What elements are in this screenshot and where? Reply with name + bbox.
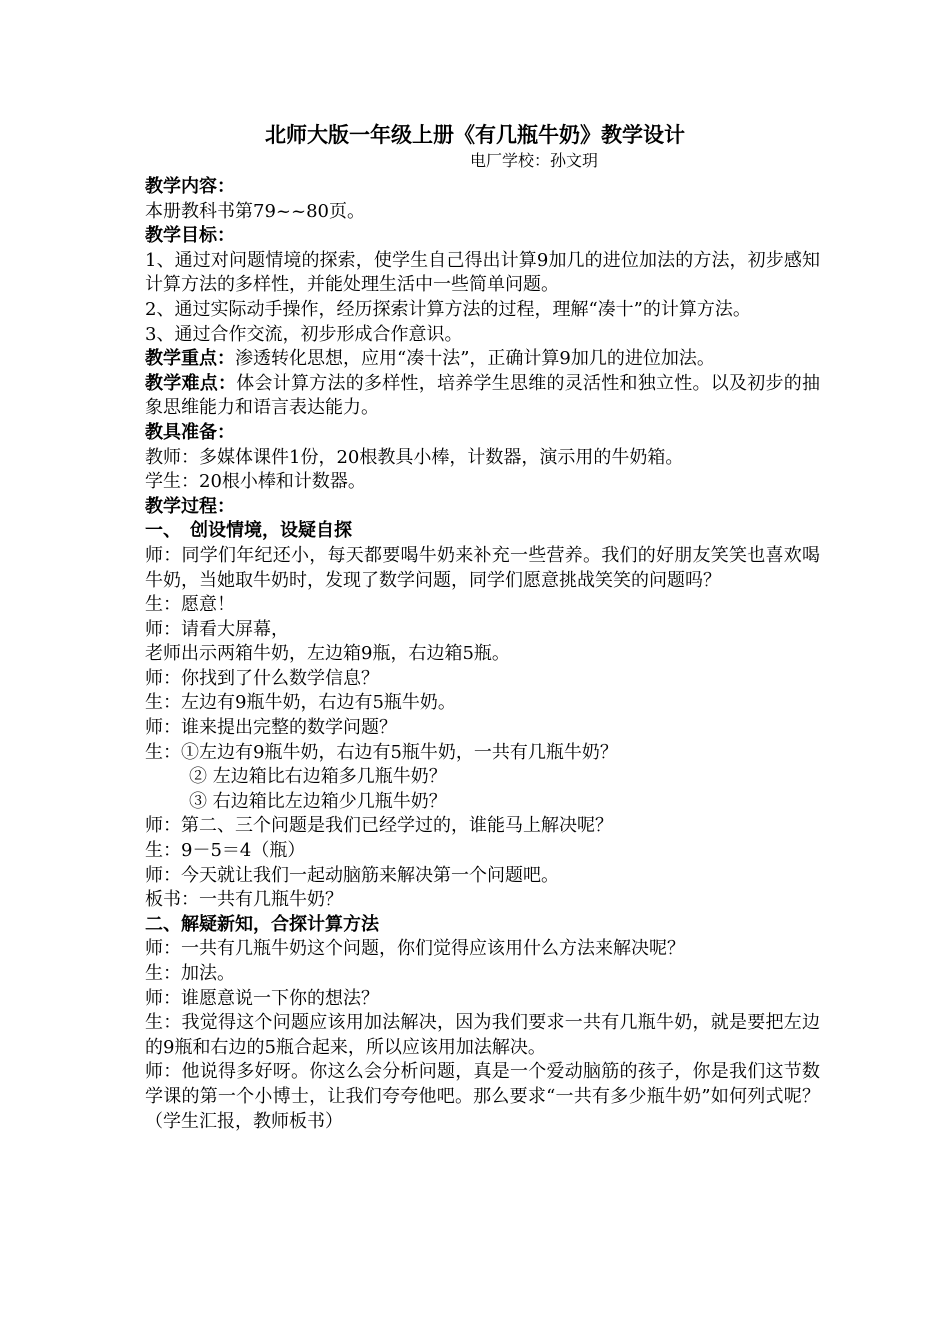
difficulty-paragraph	[145, 372, 820, 421]
difficulty-label: 教学难点：	[145, 372, 237, 394]
dialogue-line: 板书：一共有几瓶牛奶？	[145, 889, 343, 911]
dialogue-line: 师：第二、三个问题是我们已经学过的，谁能马上解决呢？	[145, 815, 613, 837]
question-2: ② 左边箱比右边箱多几瓶牛奶？	[189, 766, 447, 788]
dialogue-line: 师：他说得多好呀。你这么会分析问题，真是一个爱动脑筋的孩子，你是我们这节数学课的第一个小博士，让我们夸夸他吧。那么要求“一共有多少瓶牛奶”如何列式呢？（学生汇报，教师板书）	[145, 1061, 820, 1132]
dialogue-line: 生：①左边有9瓶牛奶，右边有5瓶牛奶，一共有几瓶牛奶？	[145, 741, 618, 763]
tools-student: 学生：20根小棒和计数器。	[145, 471, 366, 493]
dialogue-line: 师：今天就让我们一起动脑筋来解决第一个问题吧。	[145, 864, 559, 886]
process-heading: 教学过程：	[145, 495, 235, 517]
key-point-paragraph	[145, 347, 820, 372]
dialogue-line: 师：谁愿意说一下你的想法？	[145, 987, 379, 1009]
dialogue-line: 生：愿意！	[145, 594, 235, 616]
dialogue-line: 生：左边有9瓶牛奶，右边有5瓶牛奶。	[145, 692, 456, 714]
content-text: 本册教科书第79~~80页。	[145, 200, 365, 222]
dialogue-line: 生：加法。	[145, 963, 235, 984]
dialogue-line: 师：同学们年纪还小，每天都要喝牛奶来补充一些营养。我们的好朋友笑笑也喜欢喝牛奶，当她取牛奶时，发现了数学问题，同学们愿意挑战笑笑的问题吗？	[145, 544, 820, 591]
author-line: 电厂学校：孙文玥	[470, 151, 599, 170]
goal-3: 3、通过合作交流，初步形成合作意识。	[145, 323, 463, 345]
section-1-heading: 一、 创设情境，设疑自探	[145, 520, 352, 542]
dialogue-line: 生：9－5＝4（瓶）	[145, 840, 306, 862]
dialogue-line: 师：谁来提出完整的数学问题？	[145, 717, 397, 739]
document-body	[145, 175, 820, 1134]
tools-teacher: 教师：多媒体课件1份，20根教具小棒，计数器，演示用的牛奶箱。	[145, 446, 684, 468]
goal-1: 1、通过对问题情境的探索，使学生自己得出计算9加几的进位加法的方法，初步感知计算方法的多样性，并能处理生活中一些简单问题。	[145, 249, 820, 296]
dialogue-line: 师：你找到了什么数学信息？	[145, 667, 379, 689]
document-title: 北师大版一年级上册《有几瓶牛奶》教学设计	[265, 122, 685, 147]
key-point-text: 渗透转化思想，应用“凑十法”，正确计算9加几的进位加法。	[235, 348, 715, 370]
tools-heading: 教具准备：	[145, 421, 235, 443]
goals-heading: 教学目标：	[145, 225, 235, 247]
key-point-label: 教学重点：	[145, 348, 235, 370]
section-2-heading: 二、解疑新知，合探计算方法	[145, 913, 379, 935]
dialogue-line: 师：一共有几瓶牛奶这个问题，你们觉得应该用什么方法来解决呢？	[145, 938, 685, 960]
difficulty-text: 体会计算方法的多样性，培养学生思维的灵活性和独立性。以及初步的抽象思维能力和语言表达能力。	[145, 372, 820, 419]
dialogue-line: 师：请看大屏幕，	[145, 618, 289, 640]
goal-2: 2、通过实际动手操作，经历探索计算方法的过程，理解“凑十”的计算方法。	[145, 298, 751, 320]
content-heading: 教学内容：	[145, 176, 235, 197]
dialogue-line: 老师出示两箱牛奶，左边箱9瓶，右边箱5瓶。	[145, 643, 510, 665]
question-3: ③ 右边箱比左边箱少几瓶牛奶？	[189, 790, 447, 812]
dialogue-line: 生：我觉得这个问题应该用加法解决，因为我们要求一共有几瓶牛奶，就是要把左边的9瓶和右边的5瓶合起来，所以应该用加法解决。	[145, 1012, 820, 1058]
